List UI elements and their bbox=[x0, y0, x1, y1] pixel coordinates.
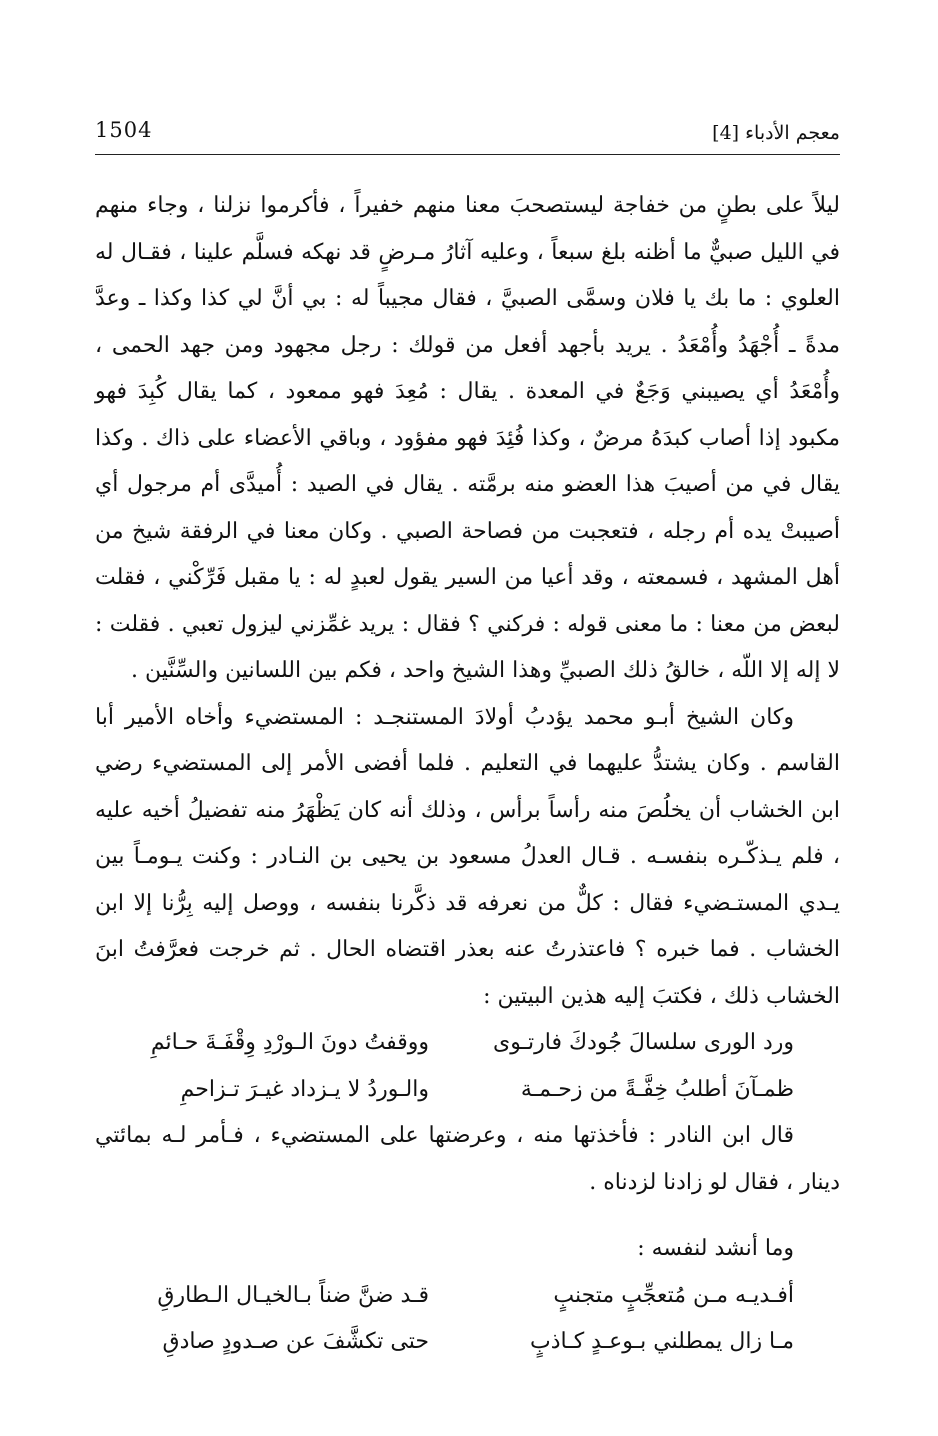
body-text bbox=[95, 183, 840, 1366]
verse-second-hemistich: ووقفتُ دونَ الـورْدِ وِقْفَـةَ حـائمِ bbox=[150, 1030, 429, 1055]
verse-second-hemistich: والـوردُ لا يـزداد غيـرَ تـزاحمِ bbox=[180, 1076, 429, 1102]
paragraph: ليلاً على بطنٍ من خفاجة ليستصحبَ معنا منهم خفيراً ، فأكرموا نزلنا ، وجاء منهم في الليل صبيٌّ ما أظنه بلغ سبعاً ، وعليه آثارُ مـرضٍ قد نهكه فسلَّم علينا ، فقـال له العلوي : ما بك يا فلان وسمَّى الصبيَّ ، فقال مجيباً له : بي أنَّ لي كذا وكذا ـ وعدَّ مدةً ـ أُجْهَدُ وأُمْعَدُ . يريد بأجهد أفعل من قولك : رجل مجهود ومن جهد الحمى ، وأُمْعَدُ أي يصيبني وَجَعٌ في المعدة . يقال : مُعِدَ فهو ممعود ، كما يقال كُبِدَ فهو مكبود إذا أصاب كبدَهُ مرضٌ ، وكذا فُئِدَ فهو مفؤود ، وباقي الأعضاء على ذاك . وكذا يقال في من أصيبَ هذا العضو منه برمَّته . يقال في الصيد : أُميدَّى أم مرجول أي أصيبتْ يده أم رجله ، فتعجبت من فصاحة الصبي . وكان معنا في الرفقة شيخ من أهل المشهد ، فسمعته ، وقد أعيا من السير يقول لعبدٍ له : يا مقبل فَرِّكْني ، فقلت لبعض من معنا : ما معنى قوله : فركني ؟ فقال : يريد غمِّزني ليزول تعبي . فقلت : لا إله إلا اللّه ، خالقُ ذلك الصبيِّ وهذا الشيخ واحد ، فكم بين اللسانين والسِّنَّين . bbox=[95, 193, 840, 683]
running-header bbox=[95, 118, 840, 158]
paragraph: وما أنشد لنفسه : bbox=[637, 1236, 794, 1261]
verse-line bbox=[95, 1067, 840, 1114]
book-title: معجم الأدباء [4] bbox=[712, 122, 840, 144]
poem-verses bbox=[95, 1020, 840, 1113]
poem-verses bbox=[95, 1273, 840, 1366]
verse-line bbox=[95, 1319, 840, 1366]
verse-first-hemistich: ظمـآنَ أطلبُ خِفَّـةً من زحـمـة bbox=[520, 1076, 794, 1102]
verse-first-hemistich: ورد الورى سلسالَ جُودكَ فارتـوى bbox=[493, 1030, 794, 1055]
verse-second-hemistich: قـد ضنَّ ضناً بـالخيـال الـطارقِ bbox=[157, 1282, 429, 1308]
paragraph: وكان الشيخ أبـو محمد يؤدبُ أولادَ المستنجـد : المستضيء وأخاه الأمير أبا القاسم . وكان يشتدُّ عليهما في التعليم . فلما أفضى الأمر إلى المستضيء رضي ابن الخشاب أن يخلُصَ منه رأساً برأس ، وذلك أنه كان يَظْهَرُ منه تفضيلُ أخيه عليه ، فلم يـذكّـره بنفسـه . قـال العدلُ مسعود بن يحيى بن النـادر : وكنت يـومـاً بين يـدي المستـضيء فقال : كلٌّ من نعرفه قد ذكَّرنا بنفسه ، ووصل إليه بِرُّنا إلا ابن الخشاب . فما خبره ؟ فاعتذرتُ عنه بعذر اقتضاه الحال . ثم خرجت فعرَّفتُ ابنَ الخشاب ذلك ، فكتبَ إليه هذين البيتين : bbox=[95, 704, 841, 1009]
verse-line bbox=[95, 1273, 840, 1320]
paragraph: قال ابن النادر : فأخذتها منه ، وعرضتها على المستضيء ، فـأمر لـه بمائتي دينار ، فقال لو زادنا لزدناه . bbox=[95, 1123, 840, 1195]
verse-first-hemistich: أفـديـه مـن مُتعجِّبٍ متجنبٍ bbox=[553, 1282, 794, 1308]
verse-first-hemistich: مـا زال يمطلني بـوعـدٍ كـاذبٍ bbox=[530, 1329, 794, 1354]
spacer bbox=[95, 1206, 840, 1226]
page-number: 1504 bbox=[95, 118, 153, 142]
header-rule bbox=[95, 154, 840, 155]
verse-second-hemistich: حتى تكشَّفَ عن صـدودٍ صادقِ bbox=[162, 1329, 429, 1354]
verse-line bbox=[95, 1020, 840, 1067]
